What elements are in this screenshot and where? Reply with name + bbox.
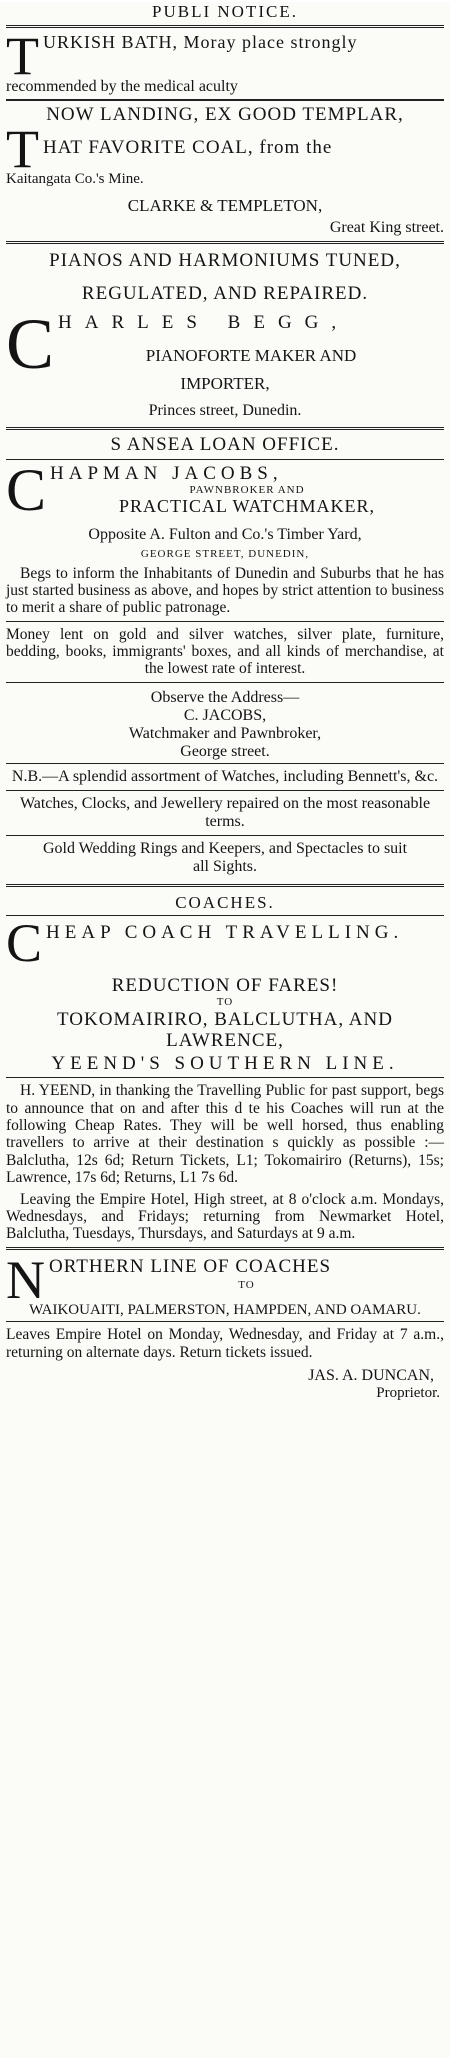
turkish-bath-ad xyxy=(6,26,444,96)
coaches-title: HEAP COACH TRAVELLING. xyxy=(46,921,404,943)
divider xyxy=(6,25,444,28)
coaches-to: TO xyxy=(216,996,234,1009)
loan-addr2: GEORGE STREET, DUNEDIN, xyxy=(140,548,310,561)
divider xyxy=(6,763,444,764)
coal-header: NOW LANDING, EX GOOD TEMPLAR, xyxy=(46,103,404,125)
turkish-line2: recommended by the medical aculty xyxy=(6,78,238,96)
northern-sign2: Proprietor. xyxy=(376,1385,440,1401)
pianos-header1: PIANOS AND HARMONIUMS TUNED, xyxy=(49,249,401,271)
divider xyxy=(6,1321,444,1322)
coaches-reduction: REDUCTION OF FARES! xyxy=(111,974,339,996)
loan-header: S ANSEA LOAN OFFICE. xyxy=(110,434,340,456)
divider xyxy=(6,621,444,622)
divider xyxy=(6,915,444,916)
northern-route: WAIKOUAITI, PALMERSTON, HAMPDEN, AND OAMARU. xyxy=(29,1301,421,1318)
loan-rings: Gold Wedding Rings and Keepers, and Spectacles to suit all Sights. xyxy=(42,840,408,876)
northern-title: ORTHERN LINE OF COACHES xyxy=(49,1255,332,1277)
divider xyxy=(6,1247,444,1250)
drop-cap: T xyxy=(6,26,39,87)
loan-repair: Watches, Clocks, and Jewellery repaired on the most reasonable terms. xyxy=(19,795,431,831)
divider xyxy=(6,1077,444,1078)
loan-addr1: Opposite A. Fulton and Co.'s Timber Yard, xyxy=(88,526,362,544)
divider xyxy=(6,790,444,791)
northern-coaches-ad xyxy=(6,1249,444,1402)
pianos-line3: Princes street, Dunedin. xyxy=(148,401,302,419)
northern-sign1: JAS. A. DUNCAN, xyxy=(308,1367,434,1385)
loan-obs2: C. JACOBS, xyxy=(183,706,267,724)
drop-cap: N xyxy=(6,1249,45,1310)
loan-obs3: Watchmaker and Pawnbroker, xyxy=(128,724,322,742)
loan-office-ad xyxy=(6,434,444,876)
divider xyxy=(6,99,444,101)
divider xyxy=(6,884,444,887)
loan-title: PRACTICAL WATCHMAKER, xyxy=(119,496,376,517)
divider xyxy=(6,459,444,460)
coal-line2: Kaitangata Co.'s Mine. xyxy=(6,171,144,188)
northern-para: Leaves Empire Hotel on Monday, Wednesday, and Friday at 7 a.m., returning on alternate days. Return tickets issued. xyxy=(6,1326,444,1361)
coaches-para2: Leaving the Empire Hotel, High street, at 8 o'clock a.m. Mondays, Wednesdays, and Fridays; returning from Newmarket Hotel, Balclutha, Tuesdays, Thursdays, and Saturdays at 9 a.m. xyxy=(6,1190,444,1243)
coal-sign1: CLARKE & TEMPLETON, xyxy=(127,196,323,215)
drop-cap: C xyxy=(6,456,47,523)
loan-name: HAPMAN JACOBS, xyxy=(50,462,283,484)
divider xyxy=(6,427,444,430)
coal-line1: HAT FAVORITE COAL, from the xyxy=(43,137,333,159)
loan-obs4: George street. xyxy=(180,742,270,760)
turkish-line1: URKISH BATH, Moray place strongly xyxy=(43,32,358,53)
coal-ad xyxy=(6,104,444,237)
pianos-ad xyxy=(6,250,444,419)
drop-cap: T xyxy=(6,119,39,180)
northern-to: TO xyxy=(238,1278,255,1291)
coaches-route: TOKOMAIRIRO, BALCLUTHA, AND LAWRENCE, xyxy=(57,1008,393,1051)
pianos-line1: PIANOFORTE MAKER AND xyxy=(145,345,357,365)
loan-sub: PAWNBROKER AND xyxy=(189,483,305,496)
loan-obs1: Observe the Address— xyxy=(150,688,300,706)
coaches-header: COACHES. xyxy=(175,892,275,912)
pianos-name: HARLES BEGG, xyxy=(58,312,350,334)
drop-cap: C xyxy=(6,912,43,973)
loan-nb: N.B.—A splendid assortment of Watches, including Bennett's, &c. xyxy=(11,768,439,786)
coaches-line: YEEND'S SOUTHERN LINE. xyxy=(51,1053,399,1075)
coaches-para1: H. YEEND, in thanking the Travelling Public for past support, begs to announce that on and after this d te his Coaches will run at the following Cheap Rates. They will be well horsed, thus enabling travellers to arrive at their destination s quickly as possible :—Balclutha, 12s 6d; Return Tickets, L1; Tokomairiro (Returns), 15s; Lawrence, 17s 6d; Returns, L1 7s 6d. xyxy=(6,1082,444,1187)
divider xyxy=(6,682,444,683)
drop-cap: C xyxy=(6,304,55,385)
divider xyxy=(6,241,444,244)
loan-para1: Begs to inform the Inhabitants of Dunedin and Suburbs that he has just started business as above, and hopes by strict attention to business to merit a share of public patronage. xyxy=(6,564,444,617)
pianos-header2: REGULATED, AND REPAIRED. xyxy=(81,283,369,305)
coal-sign2: Great King street. xyxy=(329,219,444,237)
coaches-ad xyxy=(6,893,444,1243)
masthead-title: PUBLI NOTICE. xyxy=(152,2,298,21)
divider xyxy=(6,835,444,836)
loan-para2: Money lent on gold and silver watches, silver plate, furniture, bedding, books, immigrants' boxes, and all kinds of merchandise, at the lowest rate of interest. xyxy=(6,625,444,678)
newspaper-page xyxy=(0,2,450,2058)
pianos-line2: IMPORTER, xyxy=(180,374,270,394)
